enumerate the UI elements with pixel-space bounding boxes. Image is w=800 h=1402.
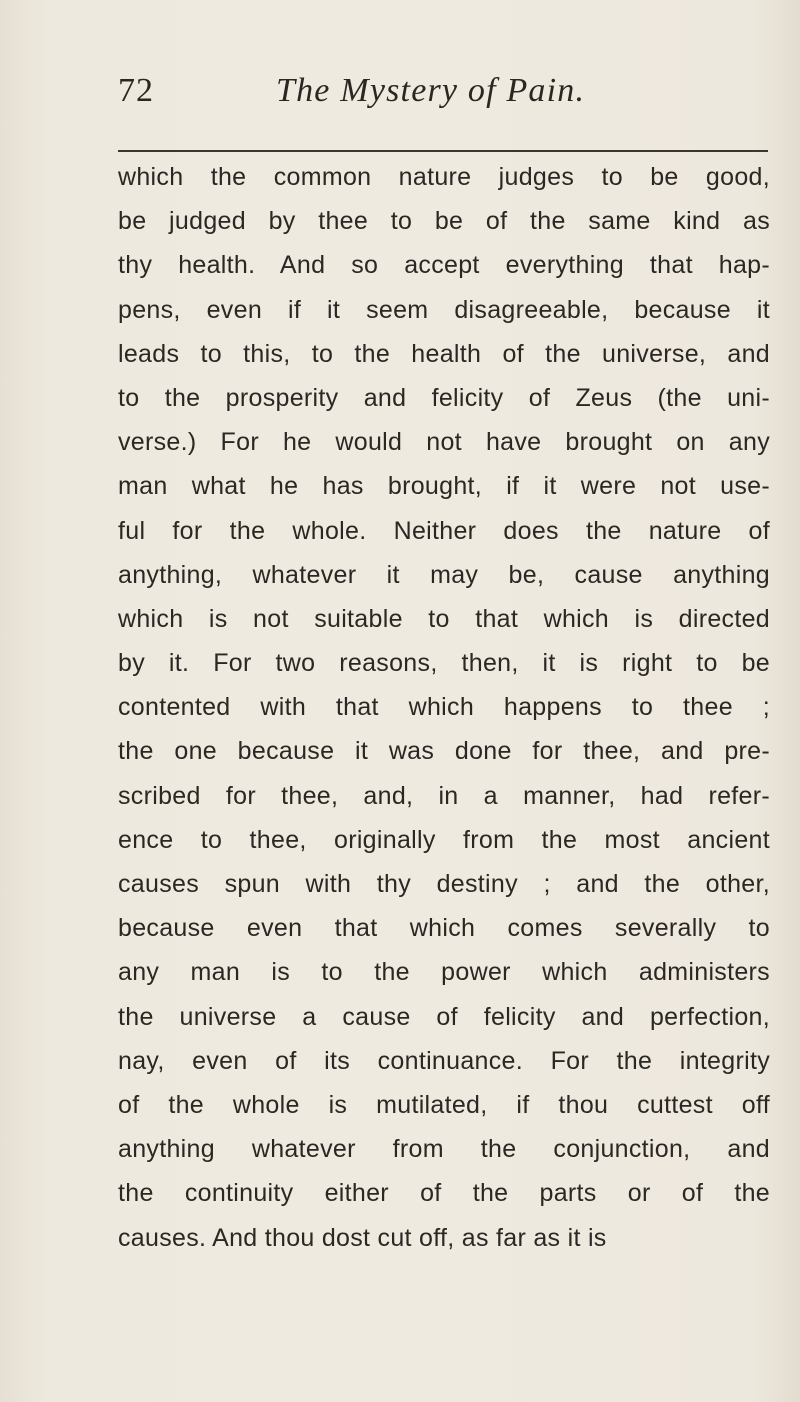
text-line: which the common nature judges to be good, <box>118 163 770 191</box>
page-header <box>118 72 768 132</box>
text-line: be judged by thee to be of the same kind as <box>118 207 770 236</box>
header-rule <box>118 150 768 152</box>
text-line: pens, even if it seem disagreeable, because it <box>118 295 770 324</box>
text-line: anything whatever from the conjunction, and <box>118 1135 770 1164</box>
text-line: any man is to the power which administers <box>118 958 770 987</box>
page-number: 72 <box>118 72 154 109</box>
text-line: anything, whatever it may be, cause anything <box>118 560 770 589</box>
text-line: thy health. And so accept everything that hap- <box>118 251 770 280</box>
text-line: scribed for thee, and, in a manner, had refer- <box>118 781 770 810</box>
text-line: man what he has brought, if it were not use- <box>118 472 770 501</box>
text-line: because even that which comes severally to <box>118 914 770 943</box>
text-line: leads to this, to the health of the universe, and <box>118 339 770 368</box>
text-line: nay, even of its continuance. For the integrity <box>118 1046 770 1075</box>
text-line: causes spun with thy destiny ; and the other, <box>118 870 770 898</box>
text-line: causes. And thou dost cut off, as far as it is <box>118 1223 607 1252</box>
running-title: The Mystery of Pain. <box>276 72 586 109</box>
text-line: the one because it was done for thee, and pre- <box>118 737 770 766</box>
text-line: verse.) For he would not have brought on any <box>118 428 770 457</box>
text-line: of the whole is mutilated, if thou cuttest off <box>118 1090 770 1119</box>
text-line: ence to thee, originally from the most ancient <box>118 825 770 854</box>
text-line: contented with that which happens to thee ; <box>118 693 770 722</box>
text-line: to the prosperity and felicity of Zeus (the uni- <box>118 383 770 412</box>
text-line: ful for the whole. Neither does the nature of <box>118 516 770 545</box>
body-text <box>118 155 770 1260</box>
text-line: the universe a cause of felicity and perfection, <box>118 1002 770 1031</box>
text-line: by it. For two reasons, then, it is right to be <box>118 649 770 678</box>
text-line: the continuity either of the parts or of the <box>118 1179 770 1208</box>
text-line: which is not suitable to that which is directed <box>118 604 770 633</box>
